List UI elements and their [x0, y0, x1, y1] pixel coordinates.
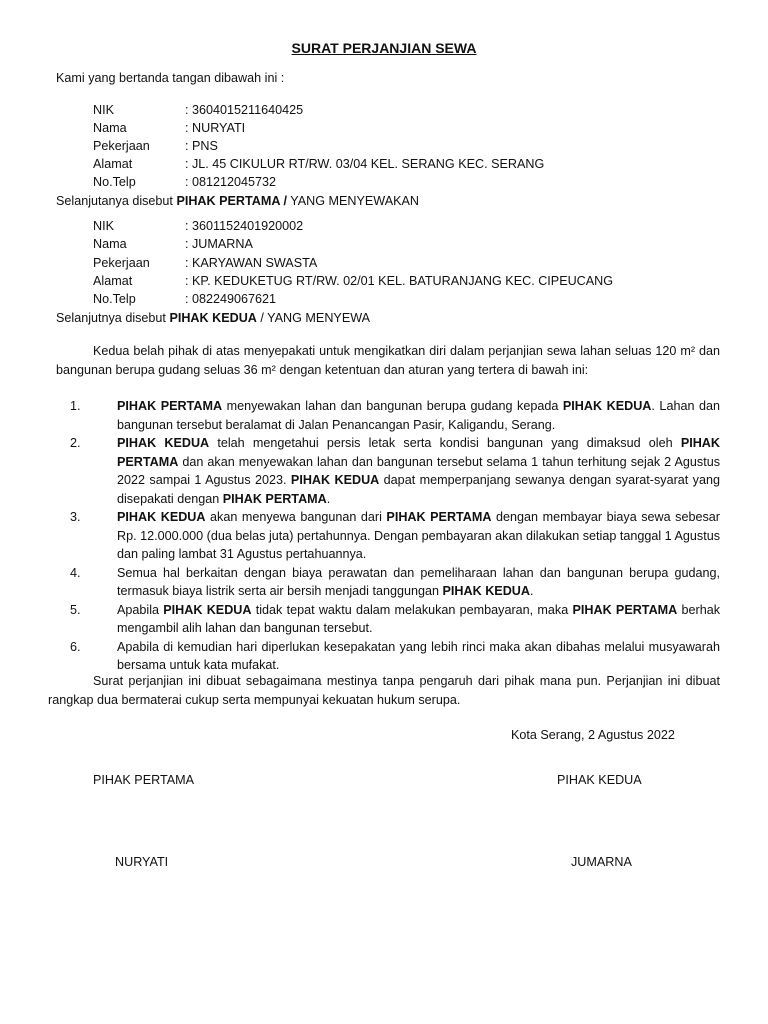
term-item	[56, 434, 720, 508]
party1-name-value: : NURYATI	[185, 121, 246, 135]
term-plain-text: dan akan menyewakan lahan dan bangunan tersebut selama 1 tahun terhitung sejak 2 Agustus 2022 sampai 1 Agustus 2023.	[117, 454, 720, 487]
term-plain-text: .	[326, 491, 331, 506]
signature-right-title: PIHAK KEDUA	[557, 773, 642, 787]
opening-text: Kedua belah pihak di atas menyepakati untuk mengikatkan diri dalam perjanjian sewa lahan seluas 120 m² dan bangunan berupa gudang seluas 36 m² dengan ketentuan dan aturan yang tertera di bawah ini:	[56, 344, 720, 377]
term-bold-text: PIHAK PERTAMA	[386, 510, 492, 524]
term-plain-text: . Lahan dan bangunan tersebut beralamat di Jalan Penancangan Pasir, Kaligandu, Serang.	[117, 399, 720, 432]
party2-designation-bold: PIHAK KEDUA	[169, 311, 257, 325]
signature-left-name: NURYATI	[115, 855, 169, 869]
party2-phone-value: : 082249067621	[185, 292, 277, 306]
party2-job-label: Pekerjaan	[93, 256, 150, 270]
closing-text: Surat perjanjian ini dibuat sebagaimana mestinya tanpa pengaruh dari pihak mana pun. Perjanjian ini dibuat rangkap dua bermaterai cukup serta mempunyai kekuatan hukum serupa.	[48, 674, 720, 707]
term-text	[117, 436, 720, 506]
term-item	[56, 601, 720, 638]
party1-job-value: : PNS	[185, 139, 218, 153]
term-text	[117, 399, 720, 432]
term-bold-text: PIHAK KEDUA	[442, 584, 530, 598]
party1-job-label: Pekerjaan	[93, 139, 150, 153]
term-number: 6.	[70, 639, 81, 654]
term-text	[117, 510, 720, 561]
party1-nik-label: NIK	[93, 103, 114, 117]
term-plain-text: akan menyewa bangunan dari	[205, 510, 387, 524]
party2-job-value: : KARYAWAN SWASTA	[185, 256, 318, 270]
party1-address-value: : JL. 45 CIKULUR RT/RW. 03/04 KEL. SERANG KEC. SERANG	[185, 157, 545, 171]
intro-text: Kami yang bertanda tangan dibawah ini :	[56, 71, 285, 85]
term-bold-text: PIHAK KEDUA	[117, 510, 206, 524]
party2-nik-value: : 3601152401920002	[185, 219, 304, 233]
term-item	[56, 397, 720, 434]
party1-phone-value: : 081212045732	[185, 175, 277, 189]
term-plain-text: berhak mengambil alih lahan dan bangunan tersebut.	[117, 602, 721, 635]
party1-address-label: Alamat	[93, 157, 133, 171]
party2-designation-prefix: Selanjutnya disebut	[56, 311, 166, 325]
term-number: 4.	[70, 565, 81, 580]
term-plain-text: Semua hal berkaitan dengan biaya perawatan dan pemeliharaan lahan dan bangunan berupa gudang, termasuk biaya listrik serta air bersih menjadi tanggungan	[117, 565, 720, 598]
term-bold-text: PIHAK KEDUA	[562, 399, 652, 413]
term-plain-text: dengan membayar biaya sewa sebesar Rp. 12.000.000 (dua belas juta) pertahunnya. Dengan pembayaran akan dilakukan setiap tanggal 1 Agustus dan paling lambat 31 Agustus pertahuannya.	[117, 510, 720, 561]
party1-designation	[56, 194, 419, 208]
party2-address-value: : KP. KEDUKETUG RT/RW. 02/01 KEL. BATURANJANG KEC. CIPEUCANG	[185, 274, 614, 288]
party1-name-label: Nama	[93, 121, 127, 135]
term-plain-text: .	[529, 584, 534, 598]
term-number: 5.	[70, 602, 81, 617]
signature-right-name: JUMARNA	[571, 855, 632, 869]
term-item	[56, 564, 720, 601]
party1-nik-value: : 3604015211640425	[185, 103, 304, 117]
place-date: Kota Serang, 2 Agustus 2022	[511, 728, 675, 742]
signature-left-title: PIHAK PERTAMA	[93, 773, 195, 787]
term-plain-text: dapat memperpanjang sewanya dengan syarat-syarat yang disepakati dengan	[117, 473, 720, 506]
term-text	[117, 566, 720, 599]
term-bold-text: PIHAK PERTAMA	[117, 399, 223, 413]
term-text	[117, 640, 720, 673]
term-plain-text: telah mengetahui persis letak serta kondisi bangunan yang dimaksud oleh	[209, 436, 681, 450]
term-text	[117, 603, 720, 636]
term-bold-text: PIHAK KEDUA	[163, 602, 252, 617]
term-plain-text: tidak tepat waktu dalam melakukan pembayaran, maka	[251, 602, 573, 617]
party1-designation-prefix: Selanjutanya disebut	[56, 194, 173, 208]
term-number: 3.	[70, 510, 81, 524]
party2-designation	[56, 311, 370, 325]
party2-address-label: Alamat	[93, 274, 133, 288]
document-title: SURAT PERJANJIAN SEWA	[291, 40, 477, 56]
term-bold-text: PIHAK PERTAMA	[222, 491, 327, 506]
term-plain-text: Apabila di kemudian hari diperlukan kesepakatan yang lebih rinci maka akan dibahas melalui musyawarah bersama untuk kata mufakat.	[117, 639, 720, 672]
term-bold-text: PIHAK KEDUA	[117, 436, 210, 450]
term-number: 2.	[70, 436, 81, 450]
term-item	[56, 638, 720, 675]
term-bold-text: PIHAK PERTAMA	[572, 602, 678, 617]
term-bold-text: PIHAK PERTAMA	[117, 436, 720, 469]
party1-designation-suffix: YANG MENYEWAKAN	[290, 194, 420, 208]
closing-paragraph	[48, 672, 720, 709]
party2-name-value: : JUMARNA	[185, 237, 253, 251]
party2-phone-label: No.Telp	[93, 292, 136, 306]
party1-phone-label: No.Telp	[93, 175, 136, 189]
terms-list	[56, 397, 720, 675]
party2-nik-label: NIK	[93, 219, 114, 233]
term-plain-text: Apabila	[117, 602, 164, 617]
term-item	[56, 508, 720, 564]
term-bold-text: PIHAK KEDUA	[290, 473, 380, 487]
term-number: 1.	[70, 399, 81, 413]
opening-paragraph	[56, 342, 720, 379]
party1-designation-bold: PIHAK PERTAMA /	[176, 194, 287, 208]
party2-name-label: Nama	[93, 237, 127, 251]
party2-designation-suffix: / YANG MENYEWA	[260, 311, 371, 325]
term-plain-text: menyewakan lahan dan bangunan berupa gudang kepada	[222, 399, 563, 413]
